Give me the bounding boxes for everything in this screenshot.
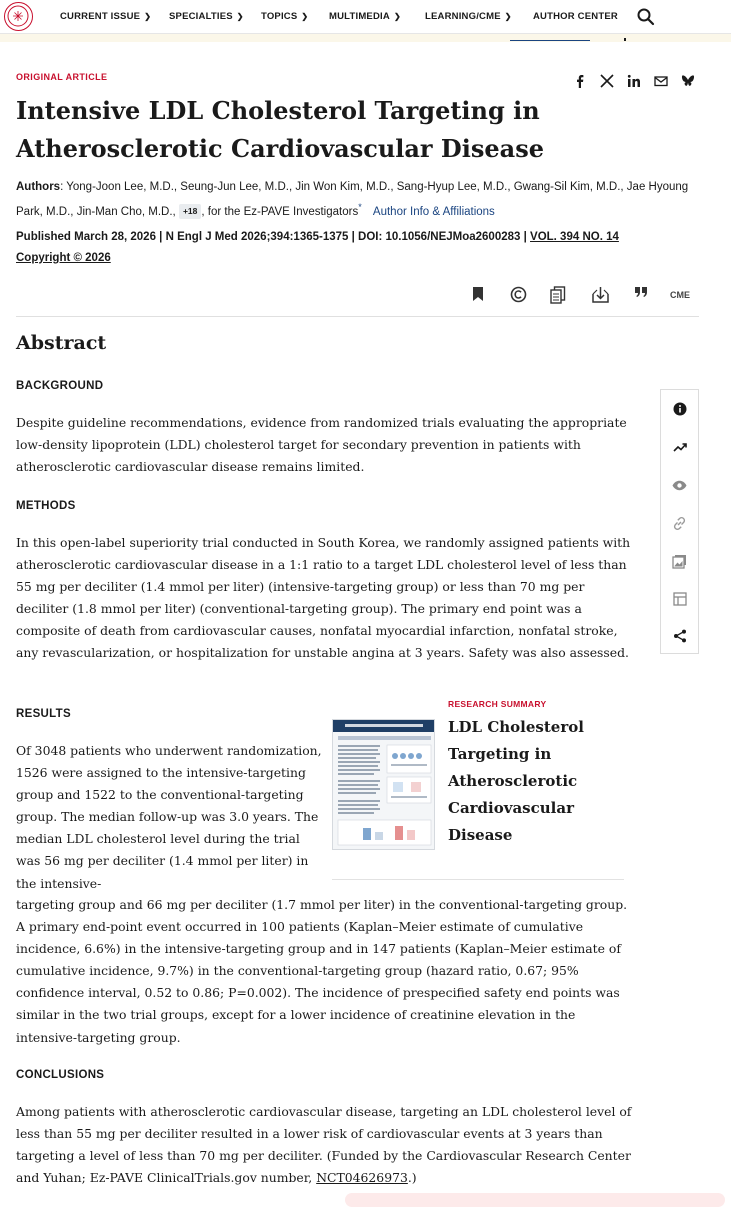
background-text: Despite guideline recommendations, evidence from randomized trials evaluating the appropriate low-density lipoprotein (LDL) cholesterol target for secondary prevention in patients with atherosclerotic cardiovascular disease remains limited.: [16, 415, 627, 475]
facebook-icon[interactable]: [574, 74, 586, 91]
nejm-seal-icon[interactable]: [4, 2, 33, 31]
nav-specialties[interactable]: [169, 11, 244, 22]
cite-icon[interactable]: [634, 286, 648, 306]
nav-label: CURRENT ISSUE: [60, 11, 141, 22]
metrics-icon[interactable]: [661, 428, 698, 466]
permissions-icon[interactable]: [510, 286, 527, 306]
research-summary-title[interactable]: LDL Cholesterol Targeting in Atherosclerotic Cardiovascular Disease: [448, 718, 584, 844]
header-divider: [16, 316, 699, 317]
chevron-down-icon: ❯: [144, 12, 152, 21]
conclusions-heading: CONCLUSIONS: [16, 1069, 105, 1081]
banner-text-fragment: [624, 38, 626, 41]
abstract-heading: Abstract: [16, 332, 107, 354]
view-icon[interactable]: [661, 466, 698, 504]
authors-group: , for the Ez-PAVE Investigators: [201, 205, 359, 218]
notice-banner: [0, 34, 731, 42]
doi: DOI: 10.1056/NEJMoa2600283: [358, 231, 521, 243]
nav-learning-cme[interactable]: [425, 11, 512, 22]
results-text-part-1: Of 3048 patients who underwent randomization, 1526 were assigned to the intensive-targeting group and 1522 to the conventional-targeting group. The median follow-up was 3.0 years. The median LDL cholesterol level during the trial was 56 mg per deciliter (1.4 mmol per liter) in the intensive-: [16, 743, 322, 891]
copyright-link[interactable]: Copyright © 2026: [16, 252, 111, 264]
media-icon[interactable]: [661, 542, 698, 580]
author-list: [16, 177, 706, 222]
nav-author-center[interactable]: [533, 11, 618, 22]
bluesky-icon[interactable]: [681, 74, 695, 91]
nav-label: TOPICS: [261, 11, 298, 22]
methods-heading: METHODS: [16, 500, 76, 512]
download-icon[interactable]: [592, 286, 609, 306]
linkedin-icon[interactable]: [627, 74, 641, 91]
group-footnote-mark[interactable]: *: [358, 202, 362, 212]
nav-label: LEARNING/CME: [425, 11, 501, 22]
table-icon[interactable]: [661, 580, 698, 618]
promo-banner-edge[interactable]: [345, 1193, 725, 1207]
authors-names: : Yong-Joon Lee, M.D., Seung-Jun Lee, M.D., Jin Won Kim, M.D., Sang-Hyup Lee, M.D., Gwang-Sil Kim, M.D., Jae Hyoung Park, M.D., Jin-Man Cho, M.D.,: [16, 181, 689, 218]
author-affiliations-link[interactable]: Author Info & Affiliations: [372, 205, 495, 218]
research-summary-kicker: RESEARCH SUMMARY: [448, 699, 547, 709]
research-summary-thumbnail[interactable]: [332, 719, 435, 850]
journal-citation: N Engl J Med 2026;394:1365-1375: [165, 231, 349, 243]
article-type-label: ORIGINAL ARTICLE: [16, 72, 108, 82]
x-icon[interactable]: [600, 74, 614, 91]
article-side-toolbar: [660, 389, 699, 654]
conclusions-text: [16, 1101, 634, 1189]
link-icon[interactable]: [661, 504, 698, 542]
methods-text: In this open-label superiority trial conducted in South Korea, we randomly assigned patients with atherosclerotic cardiovascular disease in a 1:1 ratio to a target LDL cholesterol level of less than 55 mg per deciliter (1.4 mmol per liter) (intensive-targeting group) or less than 70 mg per deciliter (1.8 mmol per liter) (conventional-targeting group). The primary end point was a composite of death from cardiovascular causes, nonfatal myocardial infarction, nonfatal stroke, any revascularization, or hospitalization for unstable angina at 3 years. Safety was also assessed.: [16, 535, 631, 661]
chevron-down-icon: ❯: [236, 12, 244, 21]
research-summary-divider: [332, 879, 624, 880]
chevron-down-icon: ❯: [504, 12, 512, 21]
top-navigation: [0, 0, 731, 34]
publication-info: Published March 28, 2026 | N Engl J Med 2026;394:1365-1375 | DOI: 10.1056/NEJMoa2600283 | VOL. 394 NO. 14 Copyright © 2026: [16, 231, 619, 264]
background-heading: BACKGROUND: [16, 380, 104, 392]
published-date: Published March 28, 2026: [16, 231, 156, 243]
nav-topics[interactable]: [261, 11, 308, 22]
nav-current-issue[interactable]: [60, 11, 151, 22]
nav-label: MULTIMEDIA: [329, 11, 390, 22]
conclusions-tail: .): [407, 1170, 417, 1186]
results-heading: RESULTS: [16, 708, 71, 720]
authors-label: Authors: [16, 181, 61, 193]
info-icon[interactable]: [661, 390, 698, 428]
results-text-part-2: targeting group and 66 mg per deciliter (1.7 mmol per liter) in the conventional-targeting group. A primary end-point event occurred in 100 patients (Kaplan–Meier estimate of cumulative incidence, 6.6%) in the intensive-targeting group and in 147 patients (Kaplan–Meier estimate of cumulative incidence, 9.7%) in the conventional-targeting group (hazard ratio, 0.67; 95% confidence interval, 0.52 to 0.86; P=0.002). The incidence of prespecified safety end points was similar in the two trial groups, except for a lower incidence of creatinine elevation in the intensive-targeting group.: [16, 897, 628, 1045]
cme-button[interactable]: CME: [670, 290, 690, 300]
copy-icon[interactable]: [550, 286, 566, 306]
issue-link[interactable]: VOL. 394 NO. 14: [530, 231, 619, 243]
article-title: Intensive LDL Cholesterol Targeting in Atherosclerotic Cardiovascular Disease: [16, 96, 544, 163]
chevron-down-icon: ❯: [301, 12, 309, 21]
share-icon[interactable]: [661, 617, 698, 655]
nav-label: SPECIALTIES: [169, 11, 233, 22]
chevron-down-icon: ❯: [393, 12, 401, 21]
search-icon[interactable]: [636, 7, 656, 27]
nav-label: AUTHOR CENTER: [533, 11, 618, 22]
trial-number-link[interactable]: NCT04626973: [316, 1170, 408, 1186]
bookmark-icon[interactable]: [472, 286, 484, 306]
email-icon[interactable]: [654, 74, 668, 91]
conclusions-body: Among patients with atherosclerotic cardiovascular disease, targeting an LDL cholesterol level of less than 55 mg per deciliter resulted in a lower risk of cardiovascular events at 3 years than targeting a level of less than 70 mg per deciliter. (Funded by the Cardiovascular Research Center and Yuhan; Ez-PAVE ClinicalTrials.gov number,: [16, 1104, 632, 1186]
banner-link-fragment[interactable]: [510, 40, 590, 41]
nav-multimedia[interactable]: [329, 11, 401, 22]
more-authors-button[interactable]: +18: [179, 204, 201, 219]
